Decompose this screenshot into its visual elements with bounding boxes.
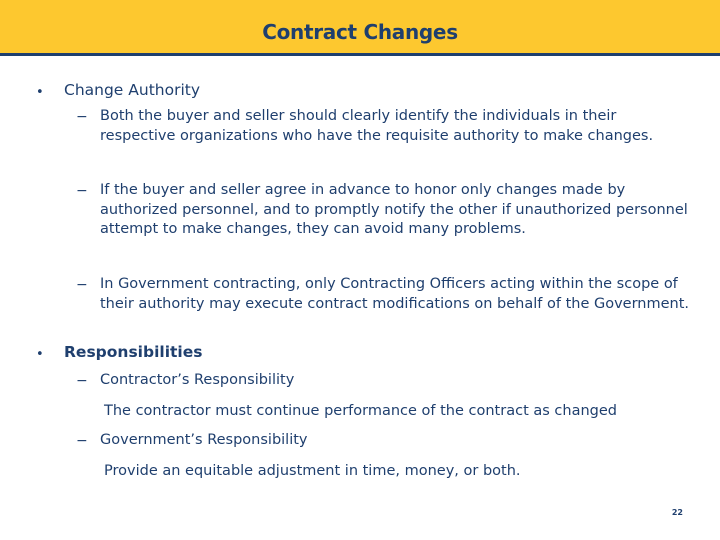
dash-marker: −	[76, 433, 88, 449]
bullet-change-authority: Change Authority	[64, 81, 201, 99]
dash-marker: −	[76, 109, 88, 125]
subitem-government-contracting: In Government contracting, only Contracting Officers acting within the scope of their authority may execute contract modifications on behalf of the Government.	[100, 276, 690, 312]
bullet-marker: •	[36, 347, 44, 362]
government-responsibility-detail: Provide an equitable adjustment in time, money, or both.	[104, 463, 521, 479]
slide-title: Contract Changes	[262, 20, 458, 44]
bullet-marker: •	[36, 85, 44, 100]
contractor-responsibility-detail: The contractor must continue performance of the contract as changed	[104, 403, 617, 419]
dash-marker: −	[76, 373, 88, 389]
bullet-responsibilities: Responsibilities	[64, 343, 203, 361]
subitem-government-responsibility: Government’s Responsibility	[100, 432, 308, 448]
subitem-agree-in-advance: If the buyer and seller agree in advance to honor only changes made by authorized personnel, and to promptly notify the other if unauthorized personnel attempt to make changes, they can avoid many problems.	[100, 182, 688, 237]
dash-marker: −	[76, 183, 88, 199]
page-number: 22	[671, 508, 683, 517]
subitem-identify-individuals: Both the buyer and seller should clearly identify the individuals in their respective organizations who have the requisite authority to make changes.	[100, 108, 654, 144]
dash-marker: −	[76, 277, 88, 293]
subitem-contractor-responsibility: Contractor’s Responsibility	[100, 372, 295, 388]
